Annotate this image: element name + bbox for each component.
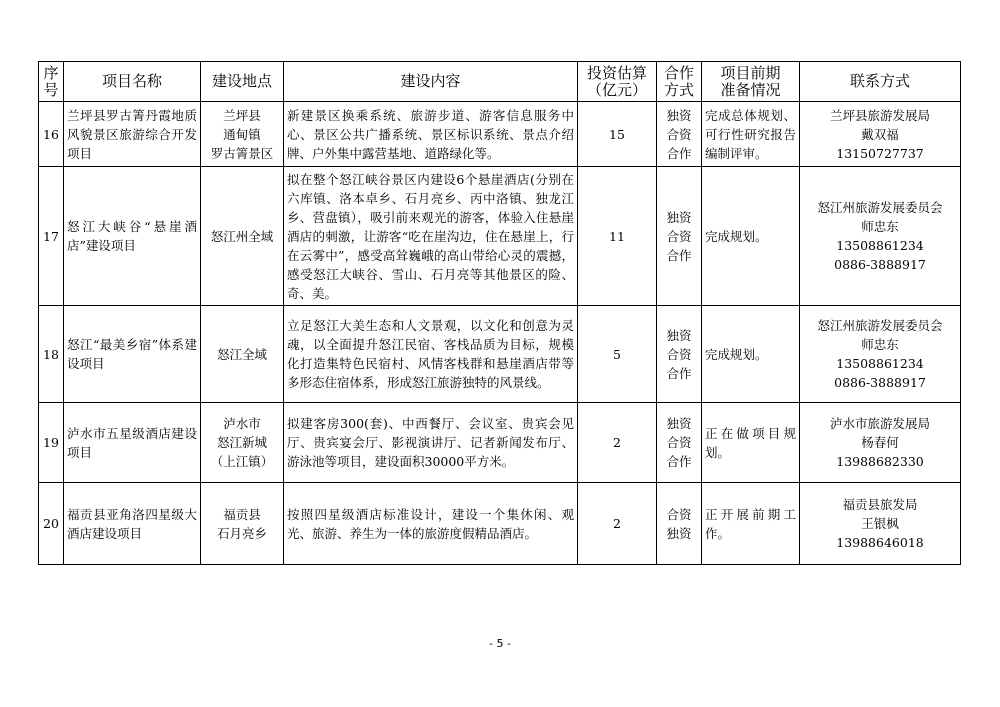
header-investment: 投资估算 （亿元） (578, 62, 657, 102)
row-location: 泸水市 怒江新城 （上江镇） (201, 403, 284, 483)
header-name: 项目名称 (64, 62, 201, 102)
row-mode: 独资 合资 合作 (657, 306, 702, 403)
row-content: 立足怒江大美生态和人文景观，以文化和创意为灵魂，以全面提升怒江民宿、客栈品质为目标，规模化打造集特色民宿村、风情客栈群和悬崖酒店带等多形态住宿体系，形成怒江旅游独特的风景线。 (284, 306, 578, 403)
row-location: 怒江州全域 (201, 167, 284, 306)
row-status: 完成规划。 (702, 306, 800, 403)
row-investment: 5 (578, 306, 657, 403)
page-number: - 5 - (489, 637, 511, 650)
row-investment: 2 (578, 483, 657, 565)
row-content: 按照四星级酒店标准设计，建设一个集休闲、观光、旅游、养生为一体的旅游度假精品酒店。 (284, 483, 578, 565)
header-no: 序 号 (39, 62, 64, 102)
row-status: 正开展前期工作。 (702, 483, 800, 565)
row-location: 怒江全域 (201, 306, 284, 403)
row-no: 16 (39, 102, 64, 167)
row-investment: 15 (578, 102, 657, 167)
row-investment: 11 (578, 167, 657, 306)
row-investment: 2 (578, 403, 657, 483)
row-name: 怒江大峡谷“悬崖酒店”建设项目 (64, 167, 201, 306)
row-status: 完成总体规划、可行性研究报告编制评审。 (702, 102, 800, 167)
row-no: 20 (39, 483, 64, 565)
row-contact: 怒江州旅游发展委员会 师忠东 13508861234 0886-3888917 (800, 167, 961, 306)
header-row (39, 62, 961, 102)
row-mode: 独资 合资 合作 (657, 167, 702, 306)
row-location: 兰坪县 通甸镇 罗古箐景区 (201, 102, 284, 167)
row-content: 拟在整个怒江峡谷景区内建设6个悬崖酒店(分别在六库镇、洛本卓乡、石月亮乡、丙中洛镇、独龙江乡、营盘镇），吸引前来观光的游客，体验入住悬崖酒店的刺激，让游客“吃在崖沟边，住在悬崖上，行在云雾中”，感受高耸巍峨的高山带给心灵的震撼，感受怒江大峡谷、雪山、石月亮等其他景区的险、奇、美。 (284, 167, 578, 306)
row-no: 18 (39, 306, 64, 403)
row-mode: 独资 合资 合作 (657, 403, 702, 483)
row-no: 19 (39, 403, 64, 483)
row-contact: 怒江州旅游发展委员会 师忠东 13508861234 0886-3888917 (800, 306, 961, 403)
row-contact: 泸水市旅游发展局 杨春何 13988682330 (800, 403, 961, 483)
row-contact: 兰坪县旅游发展局 戴双福 13150727737 (800, 102, 961, 167)
row-mode: 独资 合资 合作 (657, 102, 702, 167)
header-mode: 合作 方式 (657, 62, 702, 102)
table-row (39, 483, 961, 565)
row-location: 福贡县 石月亮乡 (201, 483, 284, 565)
row-name: 兰坪县罗古箐丹霞地质风貌景区旅游综合开发项目 (64, 102, 201, 167)
table-row (39, 102, 961, 167)
header-location: 建设地点 (201, 62, 284, 102)
header-content: 建设内容 (284, 62, 578, 102)
project-table (38, 61, 961, 565)
table-row (39, 167, 961, 306)
row-content: 新建景区换乘系统、旅游步道、游客信息服务中心、景区公共广播系统、景区标识系统、景点介绍牌、户外集中露营基地、道路绿化等。 (284, 102, 578, 167)
header-status: 项目前期 准备情况 (702, 62, 800, 102)
row-status: 正在做项目规划。 (702, 403, 800, 483)
row-mode: 合资 独资 (657, 483, 702, 565)
row-no: 17 (39, 167, 64, 306)
row-name: 泸水市五星级酒店建设项目 (64, 403, 201, 483)
table-row (39, 403, 961, 483)
table-row (39, 306, 961, 403)
row-status: 完成规划。 (702, 167, 800, 306)
row-contact: 福贡县旅发局 王银枫 13988646018 (800, 483, 961, 565)
row-content: 拟建客房300(套)、中西餐厅、会议室、贵宾会见厅、贵宾宴会厅、影视演讲厅、记者新闻发布厅、游泳池等项目，建设面积30000平方米。 (284, 403, 578, 483)
row-name: 福贡县亚角洛四星级大酒店建设项目 (64, 483, 201, 565)
row-name: 怒江“最美乡宿”体系建设项目 (64, 306, 201, 403)
header-contact: 联系方式 (800, 62, 961, 102)
